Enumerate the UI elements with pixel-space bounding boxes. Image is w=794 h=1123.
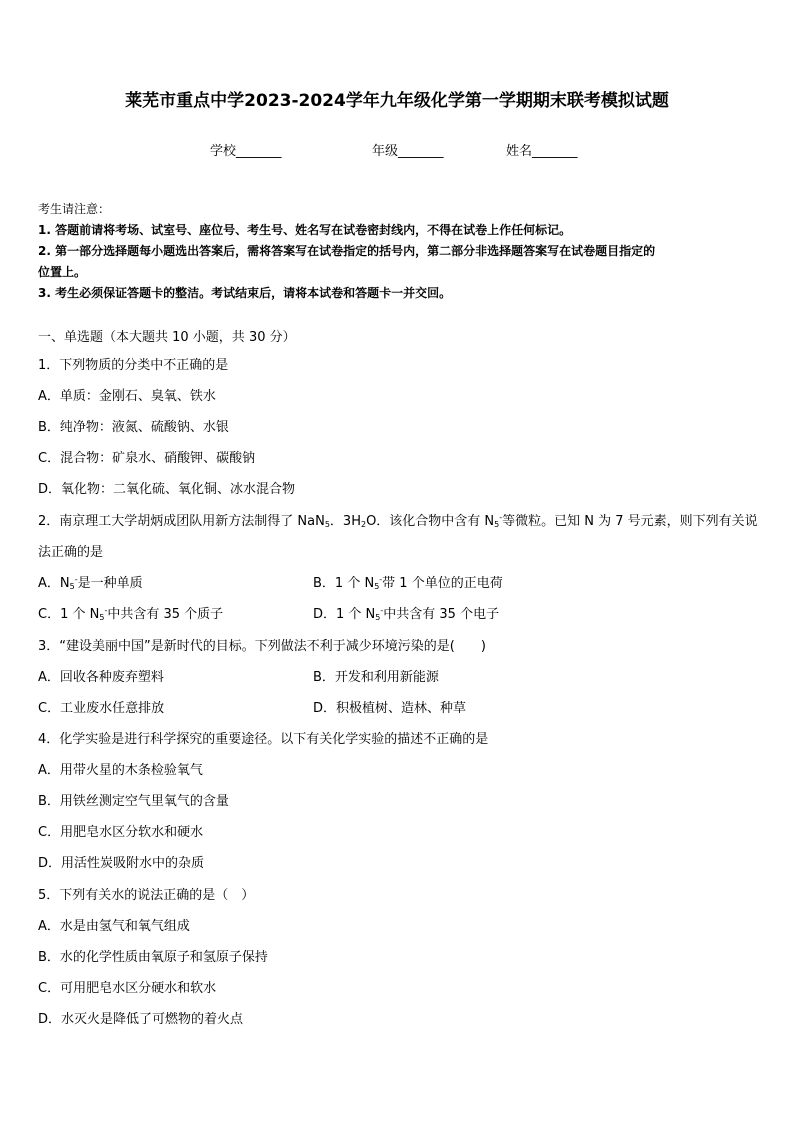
- q2-c-sup: -: [104, 606, 108, 615]
- q2-option-a: [38, 572, 143, 591]
- q2-stem: [38, 510, 758, 529]
- q1-option-c: C．混合物：矿泉水、硝酸钾、碳酸钠: [38, 451, 256, 466]
- q2-a-sup: -: [74, 575, 78, 584]
- q2-option-b: [313, 572, 503, 591]
- q2-stem-part-d: 等微粒。已知 N 为 7 号元素，则下列有关说: [502, 514, 758, 529]
- q2-option-c: [38, 603, 223, 622]
- q2-sup-minus: -: [499, 513, 503, 522]
- q5-option-d: D．水灭火是降低了可燃物的着火点: [38, 1012, 244, 1027]
- q4-option-c: C．用肥皂水区分软水和硬水: [38, 825, 204, 840]
- q5-option-b: B．水的化学性质由氧原子和氢原子保持: [38, 950, 268, 965]
- section-heading: 一、单选题（本大题共 10 小题，共 30 分）: [38, 330, 296, 345]
- q2-a-post: 是一种单质: [77, 576, 143, 591]
- q2-sub-2: 2: [360, 520, 367, 529]
- q3-option-b: B．开发和利用新能源: [313, 670, 439, 685]
- notice-block: [38, 199, 758, 304]
- q3-option-d: D．积极植树、造林、种草: [313, 701, 467, 716]
- q2-d-pre: D．1 个 N: [313, 607, 376, 622]
- q2-c-pre: C．1 个 N: [38, 607, 100, 622]
- q2-option-d: [313, 603, 499, 622]
- notice-item-2-cont: 位置上。: [38, 265, 87, 279]
- q1-stem: 1．下列物质的分类中不正确的是: [38, 358, 229, 373]
- q2-sub-5: 5: [324, 520, 330, 529]
- q2-stem-part-c: O．该化合物中含有 N: [366, 514, 495, 529]
- q3-option-c: C．工业废水任意排放: [38, 701, 165, 716]
- name-field: 姓名_______: [506, 144, 578, 159]
- notice-item-3: 3. 考生必须保证答题卡的整洁。考试结束后，请将本试卷和答题卡一并交回。: [38, 286, 452, 300]
- q2-a-sub: 5: [69, 582, 75, 591]
- q4-option-b: B．用铁丝测定空气里氧气的含量: [38, 794, 229, 809]
- q2-d-sup: -: [380, 606, 384, 615]
- q1-option-a: A．单质：金刚石、臭氧、铁水: [38, 389, 216, 404]
- q2-d-sub: 5: [375, 613, 381, 622]
- q5-option-c: C．可用肥皂水区分硬水和软水: [38, 981, 217, 996]
- q1-option-b: B．纯净物：液氮、硫酸钠、水银: [38, 420, 229, 435]
- q5-option-a: A．水是由氢气和氧气组成: [38, 919, 190, 934]
- page-title: 莱芜市重点中学2023-2024学年九年级化学第一学期期末联考模拟试题: [125, 91, 669, 111]
- q5-stem: 5．下列有关水的说法正确的是（ ）: [38, 888, 255, 903]
- q1-option-d: D．氧化物：二氧化硫、氧化铜、冰水混合物: [38, 482, 296, 497]
- q2-b-pre: B．1 个 N: [313, 576, 375, 591]
- q3-option-a: A．回收各种废弃塑料: [38, 670, 164, 685]
- school-field: 学校_______: [210, 144, 282, 159]
- notice-heading: 考生请注意：: [38, 202, 111, 216]
- notice-item-2: 2. 第一部分选择题每小题选出答案后，需将答案写在试卷指定的括号内，第二部分非选择题答案写在试卷题目指定的: [38, 244, 656, 258]
- q4-stem: 4．化学实验是进行科学探究的重要途径。以下有关化学实验的描述不正确的是: [38, 732, 489, 747]
- q2-b-sup: -: [379, 575, 383, 584]
- q2-b-sub: 5: [374, 582, 380, 591]
- q2-stem-part-b: ．3H: [329, 514, 361, 529]
- q4-option-d: D．用活性炭吸附水中的杂质: [38, 856, 205, 871]
- q2-d-post: 中共含有 35 个电子: [383, 607, 500, 622]
- q2-stem-part-a: 2．南京理工大学胡炳成团队用新方法制得了 NaN: [38, 514, 325, 529]
- q2-sub-5b: 5: [494, 520, 500, 529]
- q2-c-post: 中共含有 35 个质子: [107, 607, 224, 622]
- q2-stem-line2: 法正确的是: [38, 545, 104, 560]
- q3-stem: 3．“建设美丽中国”是新时代的目标。下列做法不利于减少环境污染的是( ): [38, 639, 486, 654]
- q2-b-post: 带 1 个单位的正电荷: [382, 576, 503, 591]
- q2-a-pre: A．N: [38, 576, 70, 591]
- notice-item-1: 1. 答题前请将考场、试室号、座位号、考生号、姓名写在试卷密封线内，不得在试卷上作任何标记。: [38, 223, 572, 237]
- grade-field: 年级_______: [372, 144, 444, 159]
- q4-option-a: A．用带火星的木条检验氧气: [38, 763, 203, 778]
- q2-c-sub: 5: [99, 613, 105, 622]
